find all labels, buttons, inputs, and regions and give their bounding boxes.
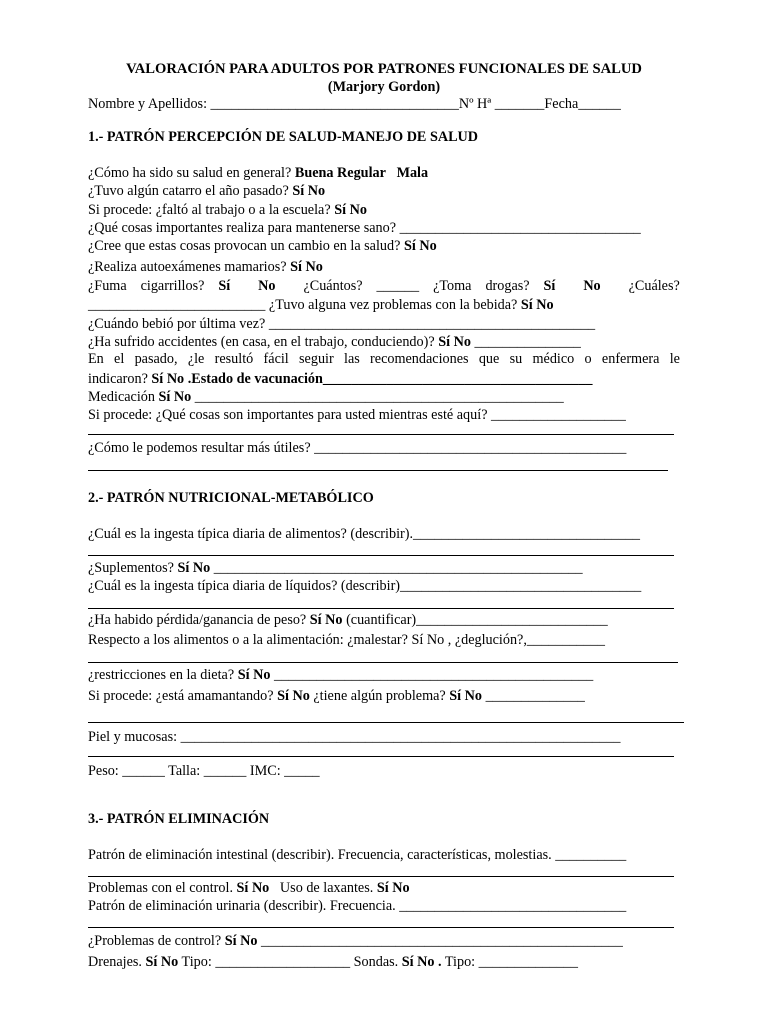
q-cambio-salud[interactable]: ¿Cree que estas cosas provocan un cambio en la salud? Sí No: [88, 238, 437, 254]
section2-heading: 2.- PATRÓN NUTRICIONAL-METABÓLICO: [88, 490, 374, 506]
q-suplementos[interactable]: ¿Suplementos? Sí No ____________________________________________________: [88, 560, 583, 576]
q-importantes-aqui[interactable]: Si procede: ¿Qué cosas son importantes para usted mientras esté aquí? ___________________: [88, 407, 626, 423]
answer-line[interactable]: [88, 927, 674, 928]
q-fuma[interactable]: ¿Fuma cigarrillos? Sí No ¿Cuántos? ______ ¿Toma drogas? Sí No ¿Cuáles?: [88, 278, 680, 294]
opt-regular[interactable]: Regular: [337, 165, 386, 181]
q-cosas-importantes[interactable]: ¿Qué cosas importantes realiza para mantenerse sano? __________________________________: [88, 220, 641, 236]
q-ingesta-liquidos[interactable]: ¿Cuál es la ingesta típica diaria de líquidos? (describir)__________________________________: [88, 578, 642, 594]
q-amamantando[interactable]: Si procede: ¿está amamantando? Sí No ¿tiene algún problema? Sí No ______________: [88, 688, 585, 704]
page-subtitle: (Marjory Gordon): [327, 79, 441, 95]
field-peso-talla-imc[interactable]: Peso: ______ Talla: ______ IMC: _____: [88, 763, 320, 779]
page-title: VALORACIÓN PARA ADULTOS POR PATRONES FUNCIONALES DE SALUD: [126, 61, 642, 77]
field-piel-mucosas[interactable]: Piel y mucosas: ______________________________________________________________: [88, 729, 621, 745]
q-peso[interactable]: ¿Ha habido pérdida/ganancia de peso? Sí No (cuantificar)___________________________: [88, 612, 608, 628]
divider: [88, 722, 684, 723]
answer-line[interactable]: [88, 608, 674, 609]
section3-heading: 3.- PATRÓN ELIMINACIÓN: [88, 811, 270, 827]
q-eliminacion-urinaria[interactable]: Patrón de eliminación urinaria (describir). Frecuencia. ________________________________: [88, 898, 627, 914]
answer-line[interactable]: [88, 434, 674, 435]
q-alimentos-malestar[interactable]: Respecto a los alimentos o a la alimentación: ¿malestar? Sí No , ¿deglución?,___________: [88, 632, 605, 648]
answer-line[interactable]: [88, 876, 674, 877]
q-falto-trabajo[interactable]: Si procede: ¿faltó al trabajo o a la escuela? Sí No: [88, 202, 367, 218]
q-cuando-bebio[interactable]: ¿Cuándo bebió por última vez? ______________________________________________: [88, 316, 596, 332]
answer-line[interactable]: [88, 662, 678, 663]
q-mas-utiles[interactable]: ¿Cómo le podemos resultar más útiles? ____________________________________________: [88, 440, 627, 456]
q-eliminacion-intestinal[interactable]: Patrón de eliminación intestinal (describir). Frecuencia, características, molestias. __________: [88, 847, 627, 863]
opt-mala[interactable]: Mala: [396, 165, 429, 181]
answer-line[interactable]: [88, 756, 674, 757]
q-problemas-control-laxantes[interactable]: Problemas con el control. Sí No Uso de laxantes. Sí No: [88, 880, 410, 896]
q-salud-general[interactable]: ¿Cómo ha sido su salud en general? Buena Regular Mala: [88, 165, 429, 181]
q-problemas-control[interactable]: ¿Problemas de control? Sí No ___________________________________________________: [88, 933, 623, 949]
q-restricciones[interactable]: ¿restricciones en la dieta? Sí No _____________________________________________: [88, 667, 594, 683]
header-name-line[interactable]: Nombre y Apellidos: ___________________________________Nº Hª _______Fecha______: [88, 96, 621, 112]
q-bebida[interactable]: _________________________ ¿Tuvo alguna vez problemas con la bebida? Sí No: [88, 297, 554, 313]
section1-heading: 1.- PATRÓN PERCEPCIÓN DE SALUD-MANEJO DE SALUD: [88, 129, 479, 145]
answer-line[interactable]: [88, 555, 674, 556]
q-catarro[interactable]: ¿Tuvo algún catarro el año pasado? Sí No: [88, 183, 326, 199]
q-drenajes-sondas[interactable]: Drenajes. Sí No Tipo: ___________________ Sondas. Sí No . Tipo: ______________: [88, 954, 578, 970]
q-ingesta-alimentos[interactable]: ¿Cuál es la ingesta típica diaria de alimentos? (describir).________________________________: [88, 526, 641, 542]
opt-buena[interactable]: Buena: [294, 165, 334, 181]
q-pasado-recomendaciones: En el pasado, ¿le resultó fácil seguir las recomendaciones que su médico o enfermera le: [88, 351, 680, 367]
q-autoexamenes[interactable]: ¿Realiza autoexámenes mamarios? Sí No: [88, 259, 323, 275]
q-indicaron-vacunacion[interactable]: indicaron? Sí No .Estado de vacunación______________________________________: [88, 371, 593, 387]
q-accidentes[interactable]: ¿Ha sufrido accidentes (en casa, en el trabajo, conduciendo)? Sí No _______________: [88, 334, 581, 350]
q-medicacion[interactable]: Medicación Sí No ____________________________________________________: [88, 389, 564, 405]
answer-line[interactable]: [88, 470, 668, 471]
